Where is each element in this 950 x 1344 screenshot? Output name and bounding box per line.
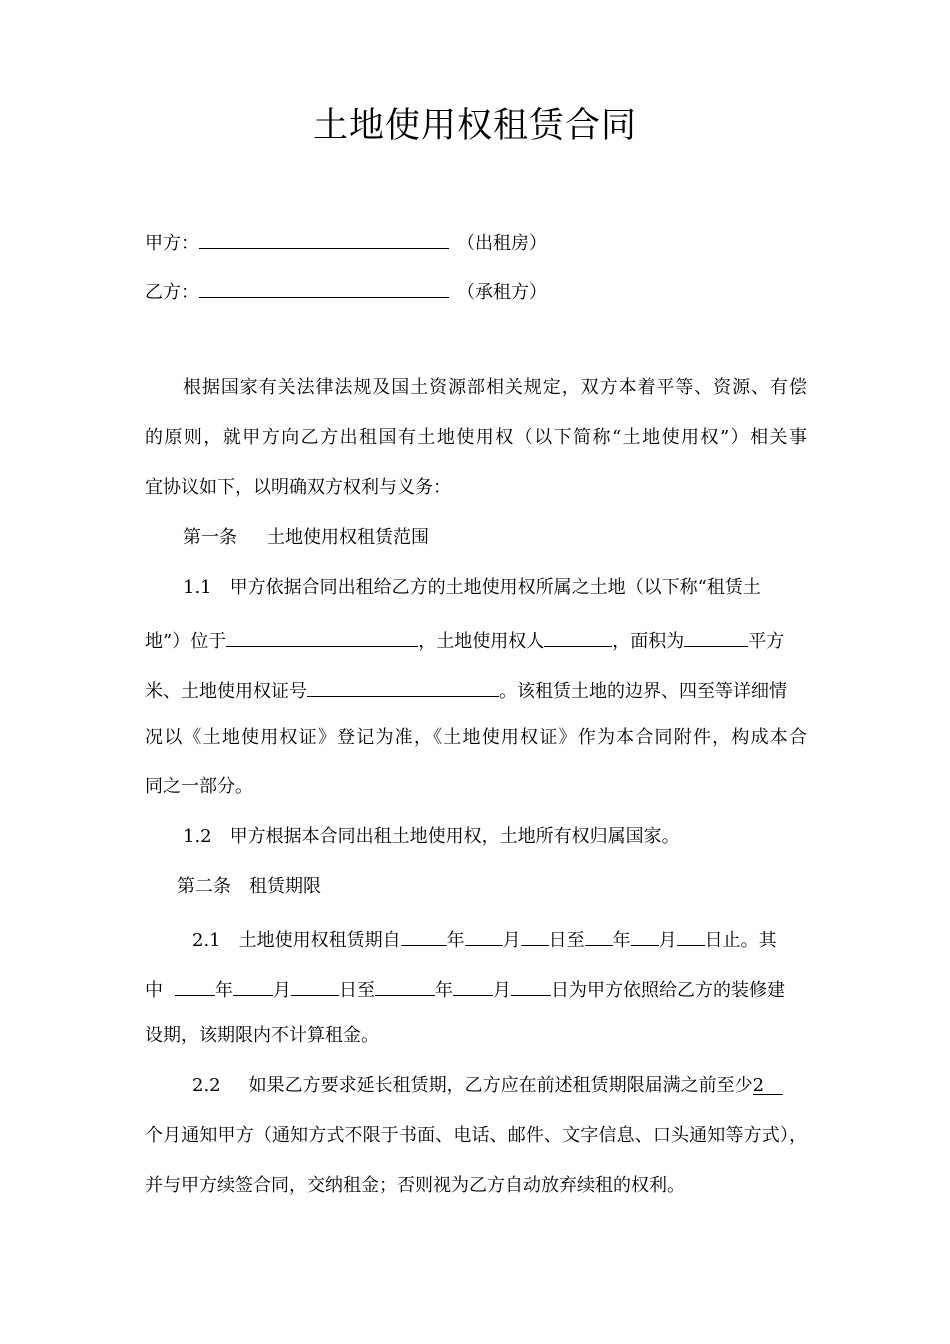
- clause-1-1-text: 甲方依据合同出租给乙方的土地使用权所属之土地（以下称“租赁土: [229, 577, 761, 598]
- clause-text: 日至: [548, 930, 585, 951]
- party-b-blank: [199, 277, 449, 298]
- clause-1-2: [183, 825, 845, 849]
- party-a-label: 甲方：: [145, 233, 199, 254]
- clause-2-2-line-1: [192, 1074, 807, 1098]
- clause-text: 年: [612, 930, 631, 951]
- document-title: 土地使用权租赁合同: [312, 106, 637, 146]
- clause-2-1-line-2: [145, 975, 807, 1003]
- clause-2-1-number: 2.1: [192, 930, 221, 951]
- clause-text: 日为甲方依照给乙方的装修建: [551, 980, 785, 1001]
- article-2-title: 租赁期限: [249, 876, 321, 897]
- clause-1-2-number: 1.2: [183, 826, 212, 847]
- clause-text: 日止。其: [704, 930, 777, 951]
- article-1-heading: [183, 526, 845, 550]
- clause-1-1-line-2: [145, 626, 807, 654]
- clause-text: 如果乙方要求延长租赁期，乙方应在前述租赁期限届满之前至少: [248, 1075, 753, 1096]
- area-blank: [684, 626, 748, 647]
- preamble-line-2: 的原则，就甲方向乙方出租国有土地使用权（以下简称“土地使用权”）相关事: [145, 427, 807, 448]
- build-end-month-blank: [453, 975, 493, 996]
- end-day-blank: [677, 925, 705, 946]
- article-2-heading: [177, 875, 839, 899]
- clause-text: 月: [273, 980, 291, 1001]
- clause-text: 平方: [748, 631, 785, 652]
- clause-text: 。该租赁土地的边界、四至等详细情: [499, 681, 787, 702]
- clause-2-2-number: 2.2: [192, 1075, 221, 1096]
- clause-text: 中: [145, 980, 163, 1001]
- clause-1-1-line-4: 况以《土地使用权证》登记为准，《土地使用权证》作为本合同附件，构成本合: [145, 727, 807, 748]
- start-year-blank: [401, 925, 447, 946]
- party-a-blank: [199, 228, 449, 249]
- start-month-blank: [465, 925, 503, 946]
- certificate-number-blank: [307, 676, 499, 697]
- build-end-day-blank: [511, 975, 551, 996]
- clause-text: 日至: [339, 980, 375, 1001]
- build-start-year-blank: [175, 975, 215, 996]
- notice-months-value: 2: [753, 1074, 783, 1095]
- clause-text: ，土地使用权人: [418, 631, 545, 652]
- clause-1-2-text: 甲方根据本合同出租土地使用权，土地所有权归属国家。: [229, 826, 680, 847]
- clause-text: 月: [502, 930, 521, 951]
- clause-2-1-line-1: [192, 925, 807, 953]
- build-start-day-blank: [291, 975, 339, 996]
- clause-text: 土地使用权租赁期自: [238, 930, 401, 951]
- party-b-line: [145, 277, 807, 305]
- clause-text: 年: [435, 980, 453, 1001]
- build-start-month-blank: [233, 975, 273, 996]
- party-a-line: [145, 228, 807, 256]
- clause-text: 地”）位于: [145, 631, 227, 652]
- article-2-number: 第二条: [177, 876, 231, 897]
- land-user-blank: [544, 626, 612, 647]
- party-b-role: （承租方）: [457, 282, 547, 303]
- clause-1-1-line-3: [145, 676, 807, 704]
- clause-text: 年: [446, 930, 465, 951]
- article-1-number: 第一条: [183, 527, 237, 548]
- clause-text: 米、土地使用权证号: [145, 681, 307, 702]
- party-a-role: （出租房）: [457, 233, 547, 254]
- clause-text: ，面积为: [612, 631, 685, 652]
- location-blank: [226, 626, 418, 647]
- clause-text: 年: [215, 980, 233, 1001]
- clause-2-1-line-3: 设期，该期限内不计算租金。: [145, 1025, 379, 1046]
- clause-2-2-line-3: 并与甲方续签合同，交纳租金；否则视为乙方自动放弃续租的权利。: [145, 1175, 685, 1196]
- clause-1-1-line-1: [183, 576, 807, 600]
- preamble-line-3: 宜协议如下，以明确双方权利与义务：: [145, 477, 451, 498]
- clause-1-1-number: 1.1: [183, 577, 212, 598]
- clause-1-1-line-5: 同之一部分。: [145, 776, 253, 797]
- article-1-title: 土地使用权租赁范围: [267, 527, 429, 548]
- party-b-label: 乙方：: [145, 282, 199, 303]
- start-day-blank: [521, 925, 549, 946]
- clause-text: 月: [658, 930, 677, 951]
- end-year-blank: [585, 925, 613, 946]
- clause-2-2-line-2: 个月通知甲方（通知方式不限于书面、电话、邮件、文字信息、口头通知等方式），: [145, 1125, 807, 1146]
- clause-text: 月: [493, 980, 511, 1001]
- end-month-blank: [631, 925, 659, 946]
- build-end-year-blank: [375, 975, 435, 996]
- preamble-line-1: 根据国家有关法律法规及国土资源部相关规定，双方本着平等、资源、有偿: [183, 377, 807, 398]
